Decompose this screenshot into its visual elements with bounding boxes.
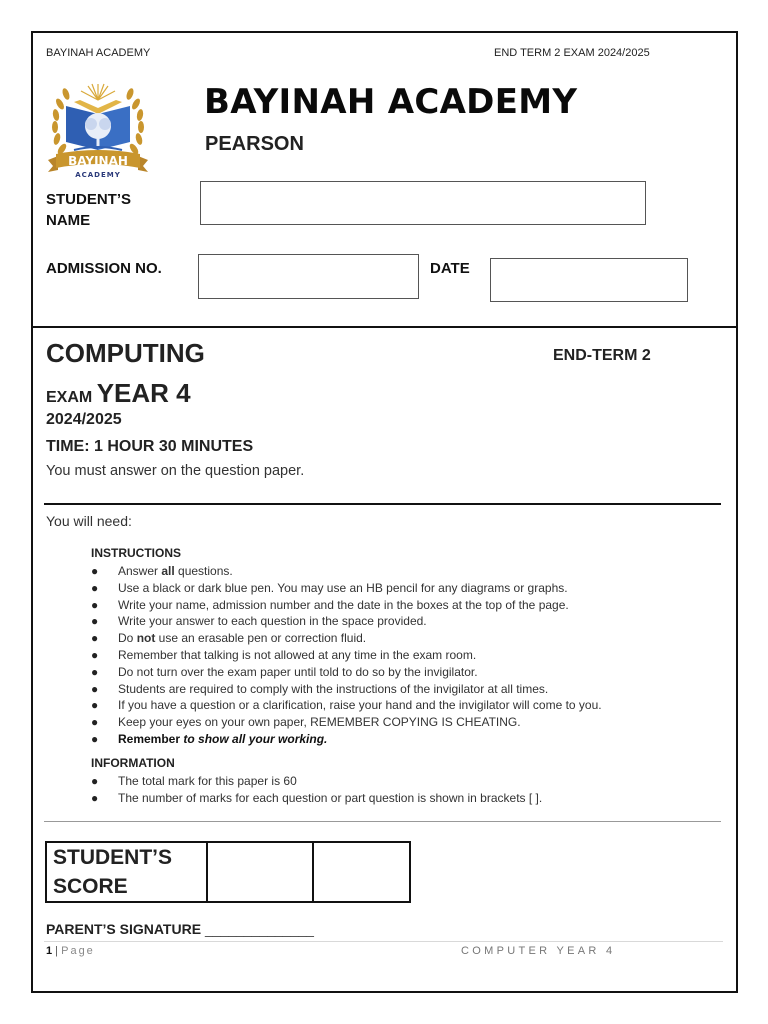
bullet-icon: ● <box>91 681 99 696</box>
score-cell-1[interactable] <box>207 842 313 902</box>
student-name-label-line2: NAME <box>46 212 91 229</box>
bullet-icon: ● <box>91 664 99 679</box>
bullet-icon: ● <box>91 597 99 612</box>
student-name-label <box>46 189 131 231</box>
page-number-value: 1 <box>46 945 53 957</box>
bullet-icon: ● <box>91 614 99 629</box>
school-logo <box>44 80 152 180</box>
score-cell-2[interactable] <box>313 842 410 902</box>
parent-signature-line[interactable]: ______________ <box>204 921 314 937</box>
academic-year: 2024/2025 <box>46 411 122 428</box>
subject-title: COMPUTING <box>46 338 205 368</box>
year-label: YEAR 4 <box>96 378 191 408</box>
instruction-item: ● Write your name, admission number and the date in the boxes at the top of the page. <box>91 597 569 612</box>
section-divider <box>44 503 721 505</box>
bullet-icon: ● <box>91 774 99 788</box>
information-heading: INFORMATION <box>91 756 175 770</box>
instruction-item: ● Remember that talking is not allowed at any time in the exam room. <box>91 647 477 662</box>
bullet-icon: ● <box>91 580 99 595</box>
exam-board: PEARSON <box>205 133 304 155</box>
page-number <box>46 945 95 957</box>
svg-text:BAYINAH: BAYINAH <box>68 154 128 168</box>
admission-no-field[interactable] <box>198 254 419 299</box>
instruction-item: ● Answer all questions. <box>91 564 233 578</box>
school-crest-icon <box>44 80 152 180</box>
you-will-need: You will need: <box>46 513 132 529</box>
score-label-line2: SCORE <box>53 875 128 898</box>
header-exam-label: END TERM 2 EXAM 2024/2025 <box>494 47 650 59</box>
instruction-item: ● If you have a question or a clarification, raise your hand and the invigilator will come to you. <box>91 698 602 713</box>
bullet-icon: ● <box>91 731 99 746</box>
information-item: ● The total mark for this paper is 60 <box>91 774 297 788</box>
header-school-label: BAYINAH ACADEMY <box>46 47 151 59</box>
information-list <box>91 773 542 807</box>
parent-signature-label: PARENT’S SIGNATURE <box>46 921 202 937</box>
score-label-line1: STUDENT’S <box>53 846 173 869</box>
student-name-field[interactable] <box>200 181 646 225</box>
footer-subject: COMPUTER YEAR 4 <box>461 945 616 957</box>
parent-signature <box>46 921 314 937</box>
instruction-item: ● Use a black or dark blue pen. You may use an HB pencil for any diagrams or graphs. <box>91 580 568 595</box>
term-label: END-TERM 2 <box>553 347 651 364</box>
instruction-item: ● Remember to show all your working. <box>91 731 328 746</box>
bullet-icon: ● <box>91 631 99 646</box>
bullet-icon: ● <box>91 790 99 805</box>
exam-year-line <box>46 378 191 409</box>
page-separator: | <box>52 945 62 957</box>
information-divider <box>44 821 721 822</box>
answer-note: You must answer on the question paper. <box>46 463 305 479</box>
exam-word: EXAM <box>46 389 93 406</box>
information-item: ● The number of marks for each question or part question is shown in brackets [ ]. <box>91 790 543 805</box>
instruction-item: ● Do not turn over the exam paper until told to do so by the invigilator. <box>91 664 478 679</box>
instruction-item: ● Students are required to comply with the instructions of the invigilator at all times. <box>91 681 549 696</box>
instructions-list <box>91 563 602 748</box>
page-word: Page <box>61 945 95 957</box>
bullet-icon: ● <box>91 698 99 713</box>
instructions-heading: INSTRUCTIONS <box>91 546 181 560</box>
exam-duration: TIME: 1 HOUR 30 MINUTES <box>46 438 254 455</box>
date-field[interactable] <box>490 258 688 302</box>
svg-text:ACADEMY: ACADEMY <box>75 171 121 179</box>
header-divider <box>31 326 737 328</box>
student-score-table <box>45 841 411 903</box>
bullet-icon: ● <box>91 647 99 662</box>
footer-divider <box>44 941 723 942</box>
instruction-item: ● Write your answer to each question in the space provided. <box>91 614 427 629</box>
instruction-item: ● Keep your eyes on your own paper, REMEMBER COPYING IS CHEATING. <box>91 715 521 730</box>
admission-no-label: ADMISSION NO. <box>46 260 162 277</box>
score-label <box>46 842 207 902</box>
instruction-item: ● Do not use an erasable pen or correction fluid. <box>91 631 367 646</box>
school-title: BAYINAH ACADEMY <box>204 82 578 122</box>
date-label: DATE <box>430 260 470 277</box>
bullet-icon: ● <box>91 564 99 578</box>
bullet-icon: ● <box>91 715 99 730</box>
student-name-label-line1: STUDENT’S <box>46 191 132 208</box>
